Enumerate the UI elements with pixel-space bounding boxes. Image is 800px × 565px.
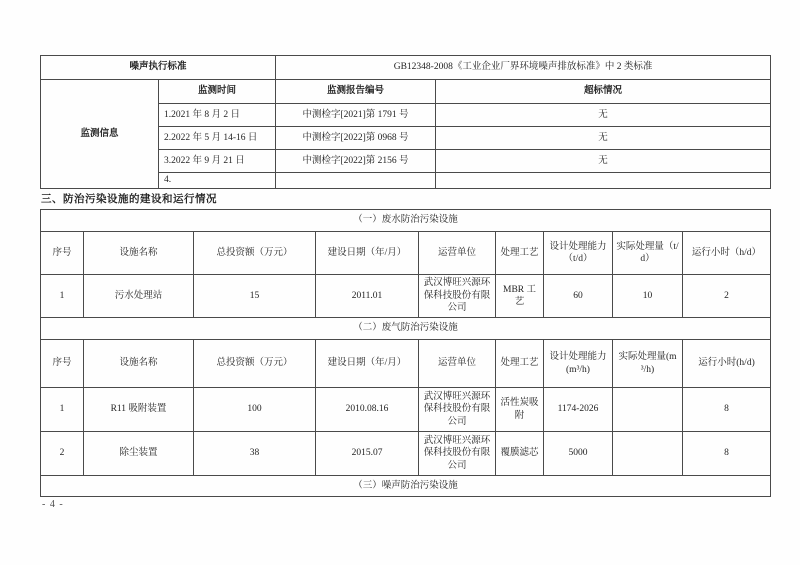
table-row: [41, 432, 771, 476]
cell-run-hours: 8: [683, 432, 771, 476]
cell-design-capacity: 5000: [544, 432, 613, 476]
cell-seq: 1: [41, 388, 84, 432]
cell-operator: 武汉博旺兴源环保科技股份有限公司: [419, 275, 496, 318]
cell-investment: 15: [194, 275, 316, 318]
cell-operator: 武汉博旺兴源环保科技股份有限公司: [419, 388, 496, 432]
cell-process: 活性炭吸附: [496, 388, 544, 432]
cell-investment: 100: [194, 388, 316, 432]
col-header-investment: 总投资额（万元）: [194, 340, 316, 388]
col-header-operator: 运营单位: [419, 232, 496, 275]
cell-run-hours: 2: [683, 275, 771, 318]
cell-run-hours: 8: [683, 388, 771, 432]
col-header-monitor-time: 监测时间: [159, 80, 276, 104]
col-header-seq: 序号: [41, 340, 84, 388]
table-row: [41, 275, 771, 318]
cell-facility-name: 污水处理站: [84, 275, 194, 318]
col-header-facility-name: 设施名称: [84, 232, 194, 275]
cell-design-capacity: 60: [544, 275, 613, 318]
facilities-table: [40, 209, 771, 497]
cell-investment: 38: [194, 432, 316, 476]
col-header-exceed-status: 超标情况: [436, 80, 771, 104]
col-header-design-capacity: 设计处理能力（t/d）: [544, 232, 613, 275]
subsection-title-noise: （三）噪声防治污染设施: [41, 476, 771, 497]
col-header-build-date: 建设日期（年/月）: [316, 232, 419, 275]
subsection-title-waste-gas: （二）废气防治污染设施: [41, 318, 771, 340]
table-row: [41, 80, 771, 104]
col-header-seq: 序号: [41, 232, 84, 275]
cell-exceed-status: 无: [436, 104, 771, 127]
cell-actual-amount: [613, 388, 683, 432]
cell-report-number: 中测检字[2021]第 1791 号: [276, 104, 436, 127]
noise-monitoring-table: [40, 55, 771, 189]
col-header-investment: 总投资额（万元）: [194, 232, 316, 275]
cell-monitor-time: 1.2021 年 8 月 2 日: [159, 104, 276, 127]
page-number: - 4 -: [42, 499, 64, 510]
cell-operator: 武汉博旺兴源环保科技股份有限公司: [419, 432, 496, 476]
col-header-operator: 运营单位: [419, 340, 496, 388]
cell-design-capacity: 1174-2026: [544, 388, 613, 432]
cell-report-number: 中测检字[2022]第 0968 号: [276, 127, 436, 150]
cell-actual-amount: 10: [613, 275, 683, 318]
cell-build-date: 2011.01: [316, 275, 419, 318]
cell-process: 覆膜滤芯: [496, 432, 544, 476]
table-row: [41, 476, 771, 497]
cell-actual-amount: [613, 432, 683, 476]
cell-monitor-time: 3.2022 年 9 月 21 日: [159, 150, 276, 173]
col-header-build-date: 建设日期（年/月）: [316, 340, 419, 388]
table-row: [41, 388, 771, 432]
cell-process: MBR 工艺: [496, 275, 544, 318]
cell-seq: 2: [41, 432, 84, 476]
col-header-actual-amount: 实际处理量（t/d）: [613, 232, 683, 275]
col-header-design-capacity: 设计处理能力(m³/h): [544, 340, 613, 388]
table-row: [41, 56, 771, 80]
col-header-actual-amount: 实际处理量(m³/h): [613, 340, 683, 388]
col-header-run-hours: 运行小时（h/d）: [683, 232, 771, 275]
table-row: [41, 340, 771, 388]
noise-standard-label: 噪声执行标准: [41, 56, 276, 80]
col-header-report-number: 监测报告编号: [276, 80, 436, 104]
noise-standard-value: GB12348-2008《工业企业厂界环境噪声排放标准》中 2 类标准: [276, 56, 771, 80]
table-row: [41, 210, 771, 232]
cell-exceed-status: 无: [436, 127, 771, 150]
cell-build-date: 2015.07: [316, 432, 419, 476]
col-header-process: 处理工艺: [496, 340, 544, 388]
col-header-run-hours: 运行小时(h/d): [683, 340, 771, 388]
cell-build-date: 2010.08.16: [316, 388, 419, 432]
col-header-facility-name: 设施名称: [84, 340, 194, 388]
subsection-title-wastewater: （一）废水防治污染设施: [41, 210, 771, 232]
col-header-process: 处理工艺: [496, 232, 544, 275]
cell-exceed-status: [436, 173, 771, 189]
cell-monitor-time: 2.2022 年 5 月 14-16 日: [159, 127, 276, 150]
table-row: [41, 318, 771, 340]
monitoring-info-label: 监测信息: [41, 80, 159, 189]
section-heading: 三、防治污染设施的建设和运行情况: [41, 194, 217, 205]
cell-monitor-time: 4.: [159, 173, 276, 189]
cell-facility-name: 除尘装置: [84, 432, 194, 476]
cell-report-number: [276, 173, 436, 189]
cell-seq: 1: [41, 275, 84, 318]
table-row: [41, 232, 771, 275]
cell-exceed-status: 无: [436, 150, 771, 173]
cell-report-number: 中测检字[2022]第 2156 号: [276, 150, 436, 173]
cell-facility-name: R11 吸附装置: [84, 388, 194, 432]
